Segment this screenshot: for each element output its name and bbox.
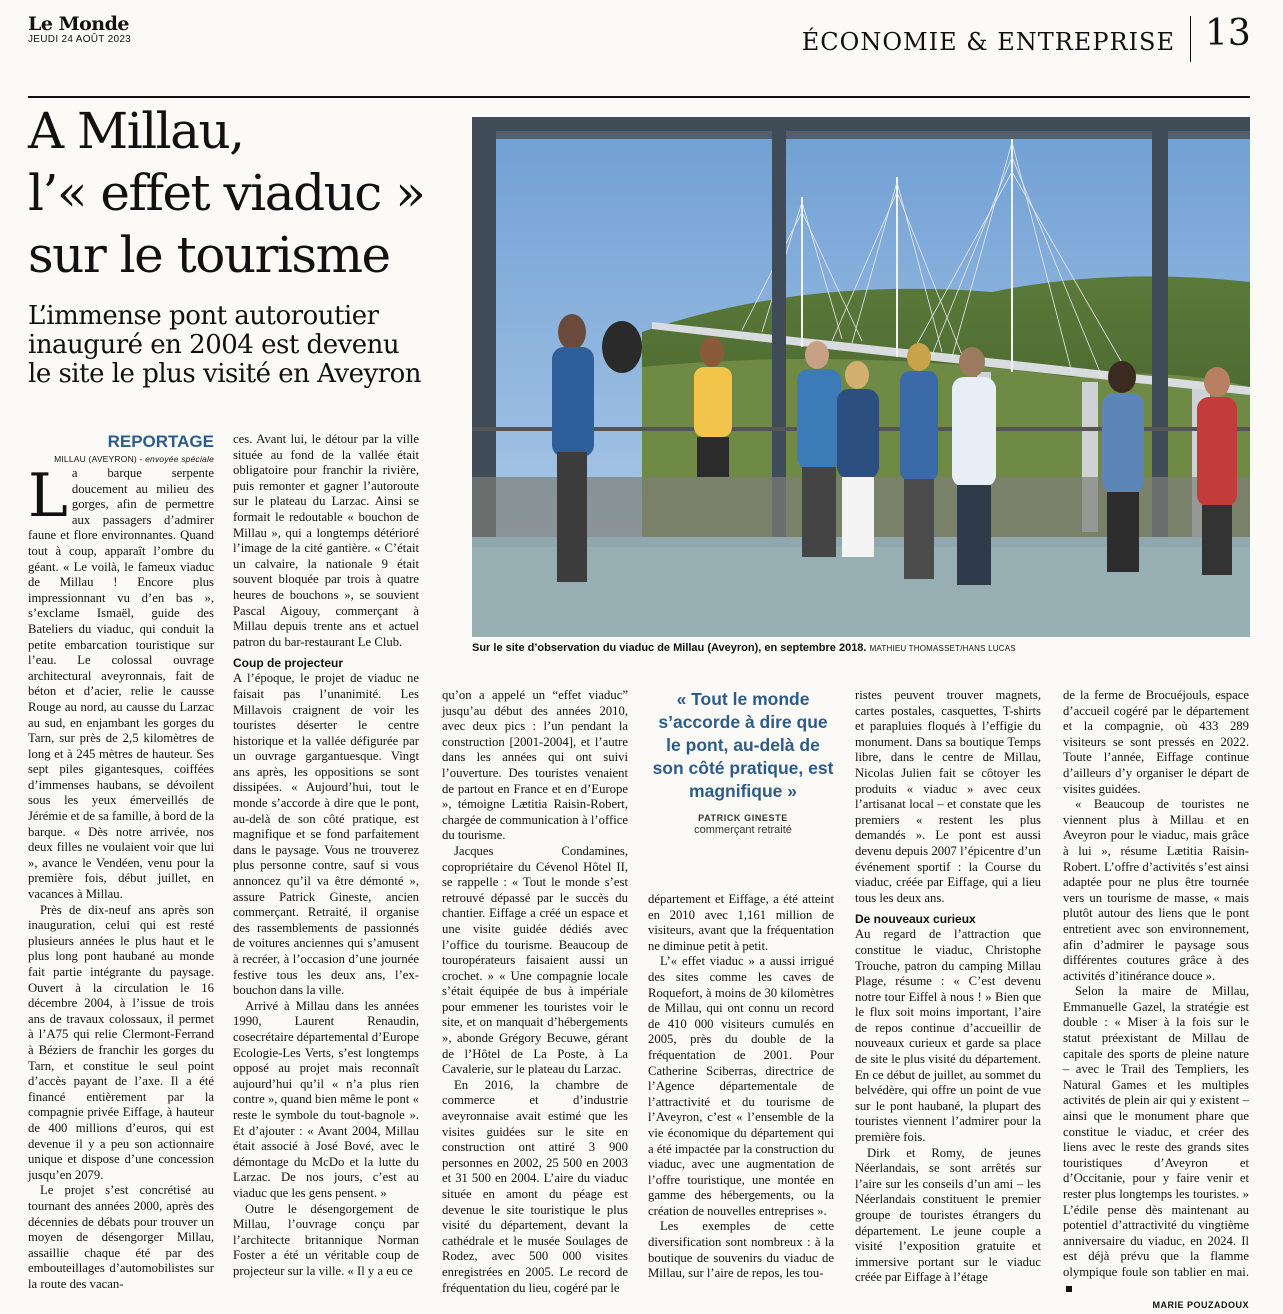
article-paragraph: ces. Avant lui, le détour par la ville située au fond de la vallée était obligatoire pour franchir la rivière, puis remonter et gagner l’autoroute sur le plateau du Larzac. Ainsi se formait le redoutable « bouchon de Millau », qui a longtemps détérioré l’image de la cité gantière. « C’était un calvaire, la nationale 9 était souvent bloquée par trois à quatre heures de bouchons », se souvient Pascal Aigouy, commerçant à Millau depuis trente ans et actuel patron du bar-restaurant Le Club. bbox=[233, 432, 419, 649]
article-subhead: De nouveaux curieux bbox=[855, 912, 976, 927]
article-paragraph: A l’époque, le projet de viaduc ne faisait pas l’unanimité. Les Millavois craignent de voir les touristes déserter le centre historique et la vallée défigurée par un ouvrage gargantuesque. Vingt ans après, les oppositions se sont dissipées. « Aujourd’hui, tout le monde s’accorde à dire que le pont, au-delà de son côté pratique, est magnifique et se fond parfaitement dans le paysage. Vous ne trouverez plus personne contre, sauf si vous annoncez qu’il va être démonté », assure Patrick Gineste, ancien commerçant. Retraité, il organise des rassemblements de passionnés de voitures anciennes qui s’amusent à recréer, à l’occasion d’une journée festive tous les deux ans, l’ex-bouchon dans la ville. bbox=[233, 671, 419, 998]
author-signature: MARIE POUZADOUX bbox=[1152, 1300, 1249, 1311]
article-paragraph: Jacques Condamines, copropriétaire du Cévenol Hôtel II, se rappelle : « Tout le monde s’est retrouvé dépassé par le succès du chantier. Eiffage a créé un espace et une visite guidée dédiés avec l’office du tourisme. Beaucoup de touropérateurs faisaient aussi un crochet. » « Une compagnie locale s’était équipée de bus à impériale pour emmener les touristes voir le site, et on manquait d’hébergements », abonde Grégory Becuwe, gérant de l’Hôtel de La Poste, à La Cavalerie, sur le plateau du Larzac. bbox=[442, 843, 628, 1077]
paragraph-text: a barque serpente doucement au milieu des gorges, afin de permettre aux passagers d’admirer faune et flore environnantes. Quand tout à coup, apparaît l’ombre du géant. « Le voilà, le fameux viaduc de Millau ! Encore plus impressionnant vu d’en bas », s’exclame Ismaël, guide des Bateliers du viaduc, qui conduit la petite embarcation touristique sur l’eau. Le colossal ouvrage architectural aveyronnais, fait de béton et d’acier, relie le causse Rouge au nord, au causse du Larzac au sud, en enjambant les gorges du Tarn, sur près de 2,5 kilomètres de long et à 245 mètres de hauteur. Ses sept piles gigantesques, coiffées d’immenses haubans, se dévoilent sous les yeux émerveillés de Jérémie et de sa famille, à bord de la barque. « Dès notre arrivée, nos deux filles ne voulaient voir que lui », avance le Vendéen, venu pour la première fois, début juillet, en vacances à Millau. bbox=[28, 466, 214, 902]
drop-cap: L bbox=[28, 461, 68, 531]
article-paragraph bbox=[28, 461, 214, 903]
photo-caption bbox=[472, 640, 1250, 657]
article-column-6 bbox=[1063, 688, 1249, 1314]
photo-credit: MATHIEU THOMASSET/HANS LUCAS bbox=[869, 644, 1016, 653]
article-column-4 bbox=[648, 892, 834, 1282]
article-paragraph: Dirk et Romy, de jeunes Néerlandais, se sont arrêtés sur l’aire sur les conseils d’un ami – les Néerlandais constituent le premier groupe de touristes étrangers du département. Le jeune couple a visité l’exposition gratuite et immersive portant sur le viaduc créée par Eiffage à l’étage bbox=[855, 1145, 1041, 1285]
header-rule bbox=[28, 96, 1250, 98]
article-dateline bbox=[28, 452, 214, 466]
dateline-role: envoyée spéciale bbox=[145, 454, 214, 464]
article-paragraph: Près de dix-neuf ans après son inauguration, celui qui est resté plusieurs années le plus haut et le plus long pont haubané au monde fait partie intégrante du paysage. Ouvert à la circulation le 16 décembre 2004, à l’issue de trois ans de travaux colossaux, il permet à l’A75 qui relie Clermont-Ferrand à Béziers de franchir les gorges du Tarn, et constitue le seul point d’accès payant de l’axe. Il a été financé entièrement par la compagnie privée Eiffage, à hauteur de 400 millions d’euros, qui est devenue il y a peu son actionnaire unique et dispose d’une concession jusqu’en 2079. bbox=[28, 902, 214, 1182]
pull-quote-author: PATRICK GINESTE bbox=[698, 813, 788, 823]
article-paragraph: département et Eiffage, a été atteint en 2010 avec 1,161 million de visiteurs, avant que la fréquentation ne diminue petit à petit. bbox=[648, 892, 834, 953]
headline-line: A Millau, bbox=[28, 102, 244, 160]
page-number: 13 bbox=[1205, 13, 1251, 54]
section-title: ÉCONOMIE & ENTREPRISE bbox=[801, 28, 1175, 56]
article-paragraph: « Beaucoup de touristes ne viennent plus à Millau et en Aveyron pour le viaduc, mais grâce à lui », résume Lætitia Raisin-Robert. L’offre d’activités s’est ainsi adaptée pour ne plus être tournée vers un tourisme de masse, « mais plutôt autour des liens que le pont entretient avec son environnement, afin d’admirer le paysage sous différentes coutures grâce à des activités d’itinérance douce ». bbox=[1063, 797, 1249, 983]
end-mark-icon bbox=[1066, 1286, 1072, 1292]
article-kicker: REPORTAGE bbox=[107, 432, 214, 451]
article-paragraph: Le projet s’est concrétisé au tournant des années 2000, après des décennies de débats pour trouver un moyen de désengorger Millau, assaillie chaque été par des embouteillages d’automobilistes sur la route des vacan- bbox=[28, 1183, 214, 1291]
article-column-5 bbox=[855, 688, 1041, 1286]
viaduct-photo-illustration bbox=[472, 117, 1250, 637]
headline bbox=[28, 100, 448, 286]
article-subhead: Coup de projecteur bbox=[233, 656, 344, 671]
pull-quote-role: commerçant retraité bbox=[694, 824, 792, 836]
article-paragraph: de la ferme de Brocuéjouls, espace d’accueil cogéré par le département et la compagnie, où 433 289 visiteurs se sont pressés en 2022. Toute l’année, Eiffage continue d’ailleurs d’y organiser le départ de visites guidées. bbox=[1063, 688, 1249, 796]
caption-text: Sur le site d’observation du viaduc de Millau (Aveyron), en septembre 2018. bbox=[472, 642, 867, 654]
deck-line: le site le plus visité en Aveyron bbox=[28, 359, 421, 389]
article-paragraph: Outre le désengorgement de Millau, l’ouvrage conçu par l’architecte britannique Norman Foster a été un véritable coup de projecteur sur la ville. « Il y a eu ce bbox=[233, 1201, 419, 1278]
article-paragraph: qu’on a appelé un “effet viaduc” jusqu’au début des années 2010, avec deux pics : l’un pendant la construction [2001-2004], et l’autre dans les années qui ont suivi l’ouverture. Des touristes venaient de partout en France et en d’Europe », témoigne Lætitia Raisin-Robert, chargée de communication à l’office du tourisme. bbox=[442, 688, 628, 843]
article-paragraph: Au regard de l’attraction que constitue le viaduc, Christophe Trouche, patron du camping Millau Plage, résume : « C’est devenu notre tour Eiffel à nous ! » Bien que le flux soit moins important, l’aire de repos continue d’accueillir de nouveaux curieux et garde sa place de site le plus visité du département. En ce début de juillet, au sommet du belvédère, qui offre un point de vue sur le pont haubané, la plupart des touristes viennent l’admirer pour la première fois. bbox=[855, 927, 1041, 1145]
article-paragraph: L’« effet viaduc » a aussi irrigué des sites comme les caves de Roquefort, à moins de 30 kilomètres de Millau, qui ont connu un record de 410 000 visiteurs cumulés en 2005, près du double de la fréquentation de 2001. Pour Catherine Sciberras, directrice de l’Agence départementale de l’attractivité et du tourisme de l’Aveyron, c’est « l’ensemble de la vie économique du département qui a été impactée par la construction du viaduc, avec une augmentation de l’offre touristique, une montée en gamme des hébergements, ou la création de nouvelles entreprises ». bbox=[648, 954, 835, 1218]
pull-quote: « Tout le monde s’accorde à dire que le pont, au-delà de son côté pratique, est magnifique » bbox=[652, 689, 834, 801]
article-paragraph: En 2016, la chambre de commerce et d’industrie aveyronnaise avait estimé que les visites guidées sur le site en construction ont attiré 3 900 personnes en 2002, 25 500 en 2003 et 31 500 en 2004. L’aire du viaduc située en amont du péage est devenue le site touristique le plus visité du département, devant la cathédrale et le musée Soulages de Rodez, avec 500 000 visites enregistrées en 2005. Le record de fréquentation du lieu, cogéré par le bbox=[442, 1077, 628, 1295]
dateline-place: MILLAU (AVEYRON) - bbox=[54, 454, 146, 464]
issue-date: JEUDI 24 AOÛT 2023 bbox=[28, 34, 132, 45]
headline-line: l’« effet viaduc » bbox=[28, 164, 425, 222]
deck-line: inauguré en 2004 est devenu bbox=[28, 330, 400, 360]
masthead bbox=[28, 14, 131, 46]
deck bbox=[28, 302, 448, 389]
article-column-2 bbox=[233, 432, 419, 1279]
paragraph-text: Selon la maire de Millau, Emmanuelle Gazel, la stratégie est double : « Miser à la fois sur le statut préexistant de Millau de capitale des sports de pleine nature – avec le Trail des Templiers, les Natural Games et les multiples activités de plein air qui y existent – ainsi que le monument phare que constitue le viaduc, et créer des liens avec le reste des grands sites touristiques d’Aveyron et d’Occitanie, pour y faire venir et rester plus longtemps les touristes. » L’édile pense dès maintenant au potentiel d’attractivité du vingtième anniversaire du viaduc, en 2024. Il est déjà prévu que la flamme olympique foule son tablier en mai. bbox=[1063, 984, 1249, 1279]
article-paragraph: Les exemples de cette diversification sont nombreux : à la boutique de souvenirs du viaduc de Millau, sur l’aire de repos, les tou- bbox=[648, 1219, 834, 1281]
header-divider bbox=[1190, 16, 1191, 62]
article-photo bbox=[472, 117, 1250, 637]
article-paragraph: Arrivé à Millau dans les années 1990, Laurent Renaudin, cosecrétaire départemental d’Europe Ecologie-Les Verts, s’est longtemps opposé au projet mais reconnaît aujourd’hui qu’il « n’a plus rien contre », quand bien même le pont « reste le symbole du tout-bagnole ». Et d’ajouter : « Avant 2004, Millau était associé à José Bové, avec le démontage du McDo et la lutte du Larzac. De nos jours, c’est au viaduc que les gens pensent. » bbox=[233, 998, 419, 1200]
article-paragraph: ristes peuvent trouver magnets, cartes postales, casquettes, T-shirts et parapluies floqués à l’effigie du monument. Dans sa boutique Temps libre, dans le centre de Millau, Nicolas Julien fait se côtoyer les produits « viaduc » avec ceux l’artisanat local – et constate que les premiers « restent les plus demandés ». Le pont est aussi devenu depuis 2007 l’épicentre d’un événement sportif : la Course du viaduc, créée par Eiffage, qui a lieu tous les deux ans. bbox=[855, 688, 1041, 905]
article-column-3 bbox=[442, 688, 628, 1296]
pull-quote-box bbox=[650, 688, 836, 837]
headline-line: sur le tourisme bbox=[28, 226, 390, 284]
deck-line: L’immense pont autoroutier bbox=[28, 301, 379, 331]
article-paragraph bbox=[1063, 984, 1249, 1296]
newspaper-logo: Le Monde bbox=[28, 13, 129, 35]
article-column-1 bbox=[28, 432, 214, 1292]
